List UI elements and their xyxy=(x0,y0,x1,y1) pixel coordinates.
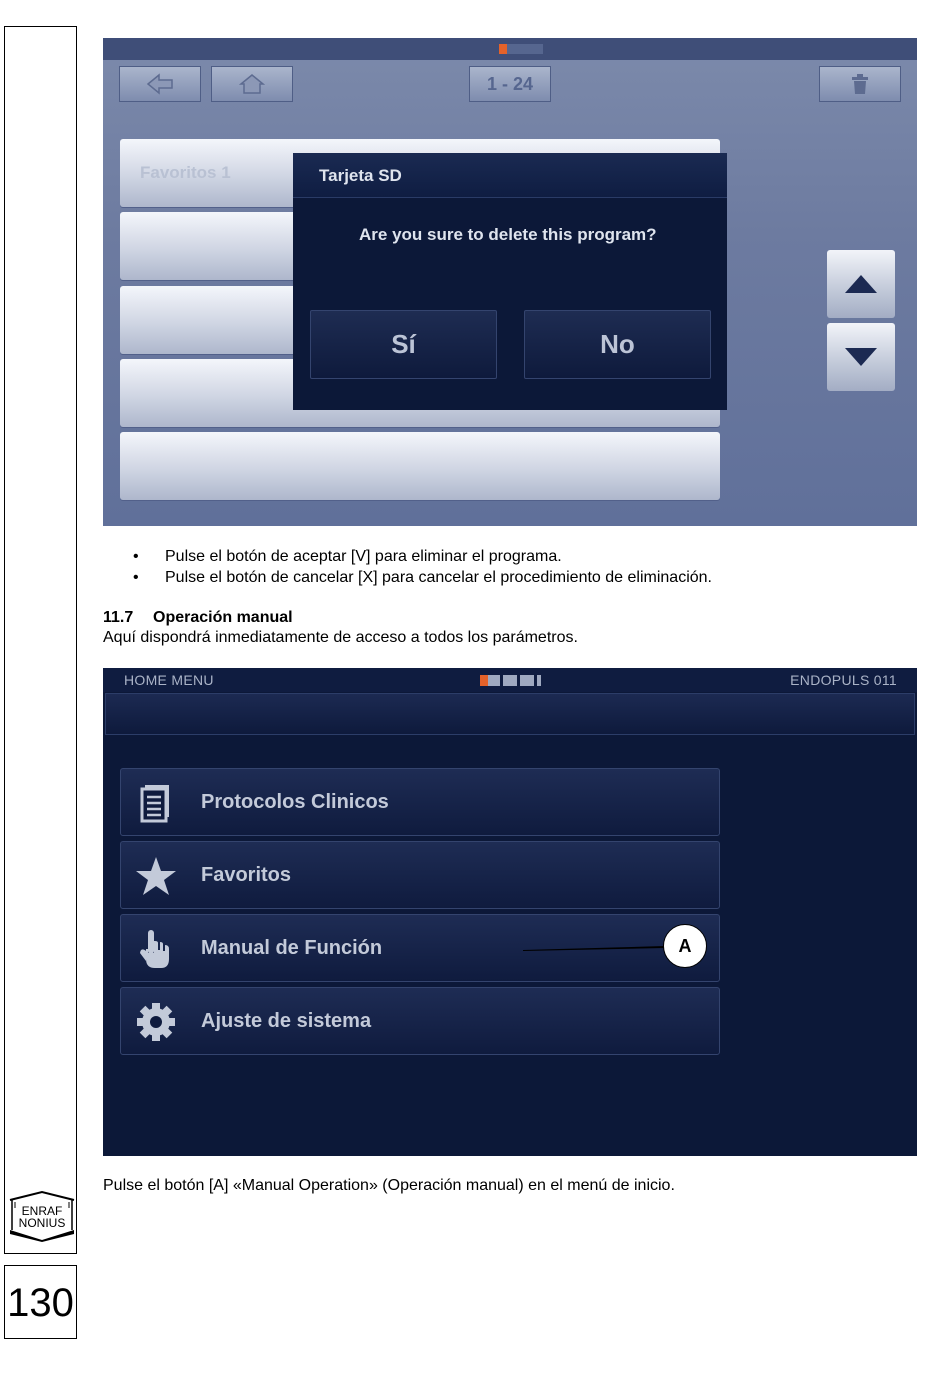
menu-item-label: Manual de Función xyxy=(201,937,383,959)
back-arrow-icon xyxy=(146,73,174,95)
menu-item-clinical-protocols[interactable] xyxy=(120,768,720,836)
scroll-up-button[interactable] xyxy=(827,250,895,318)
progress-indicator xyxy=(499,44,543,54)
callout-line xyxy=(523,945,665,951)
page-number: 130 xyxy=(4,1265,77,1339)
back-button[interactable] xyxy=(119,66,201,102)
list-item[interactable] xyxy=(120,432,720,500)
list-item-label: Favoritos 1 xyxy=(140,163,231,182)
menu-item-label: Ajuste de sistema xyxy=(201,1010,372,1032)
screenshot-home-menu xyxy=(103,668,917,1156)
logo-text-line2: NONIUS xyxy=(18,1216,66,1230)
section-title: Operación manual xyxy=(153,609,293,626)
dialog-title: Tarjeta SD xyxy=(319,166,402,185)
yes-button[interactable]: Sí xyxy=(310,310,497,379)
bullet-symbol: • xyxy=(133,569,139,586)
menu-item-label: Protocolos Clinicos xyxy=(201,791,389,813)
gear-icon xyxy=(135,1002,177,1042)
progress-indicator xyxy=(480,675,541,686)
menu-title: HOME MENU xyxy=(124,672,214,688)
device-name: ENDOPULS 011 xyxy=(790,672,897,688)
triangle-up-icon xyxy=(844,274,878,294)
logo-text-line1: ENRAF xyxy=(21,1204,63,1218)
bullet-text: Pulse el botón de aceptar [V] para eliminar el programa. xyxy=(165,548,562,565)
star-icon xyxy=(135,856,177,896)
confirm-dialog xyxy=(293,153,727,410)
menu-item-label: Favoritos xyxy=(201,864,292,886)
section-number: 11.7 xyxy=(103,609,134,626)
dialog-message: Are you sure to delete this program? xyxy=(359,225,657,244)
menu-item-favorites[interactable] xyxy=(120,841,720,909)
toolbar xyxy=(105,693,915,735)
section-intro: Aquí dispondrá inmediatamente de acceso a todos los parámetros. xyxy=(103,629,578,646)
page-indicator: 1 - 24 xyxy=(469,66,551,102)
trash-icon xyxy=(851,73,869,95)
home-icon xyxy=(239,73,265,95)
menu-item-system-settings[interactable] xyxy=(120,987,720,1055)
triangle-down-icon xyxy=(844,347,878,367)
callout-marker: A xyxy=(663,924,707,968)
bullet-symbol: • xyxy=(133,548,139,565)
caption-text: Pulse el botón [A] «Manual Operation» (Operación manual) en el menú de inicio. xyxy=(103,1177,675,1194)
no-button[interactable]: No xyxy=(524,310,711,379)
bullet-text: Pulse el botón de cancelar [X] para cancelar el procedimiento de eliminación. xyxy=(165,569,712,586)
delete-button[interactable] xyxy=(819,66,901,102)
enraf-nonius-logo xyxy=(8,1190,76,1242)
home-button[interactable] xyxy=(211,66,293,102)
document-icon xyxy=(135,783,177,823)
margin-frame xyxy=(4,26,77,1254)
hand-pointer-icon xyxy=(135,929,177,969)
screenshot-delete-dialog xyxy=(103,38,917,526)
scroll-down-button[interactable] xyxy=(827,323,895,391)
